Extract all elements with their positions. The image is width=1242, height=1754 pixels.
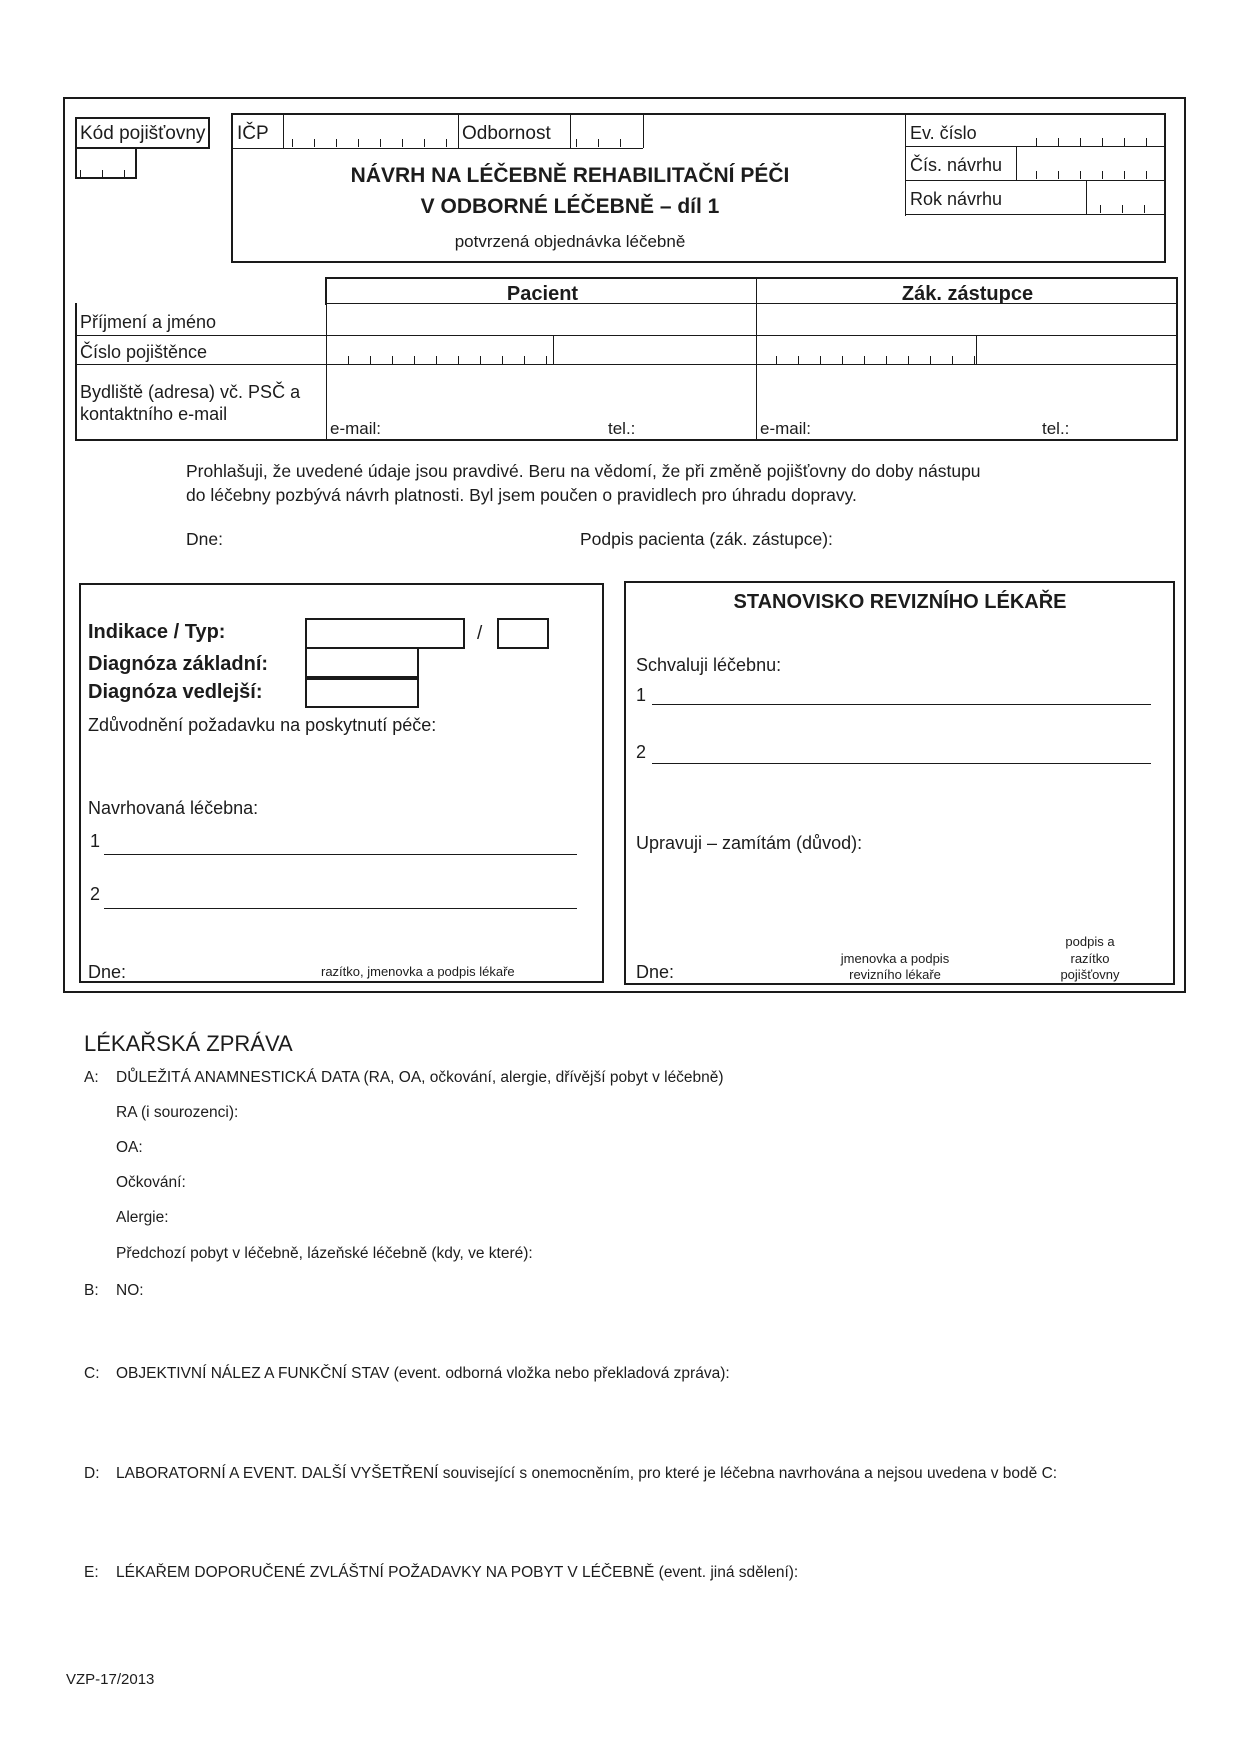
patient-table-label-divider: [326, 303, 327, 441]
patient-row-line-1: [326, 303, 1178, 304]
reviewer-sign-line1: jmenovka a podpis: [840, 951, 950, 966]
row-label-address-1: Bydliště (adresa) vč. PSČ a: [80, 382, 301, 402]
zastupce-name-field[interactable]: [758, 305, 1176, 333]
declaration-date-label[interactable]: Dne:: [186, 529, 223, 549]
rok-navrhu-underline: [905, 214, 1164, 215]
schvaluji-label: Schvaluji léčebnu:: [636, 655, 782, 675]
navrhovana-item2-line[interactable]: [104, 908, 577, 909]
schvaluji-item2-number: 2: [636, 742, 647, 762]
cis-navrhu-underline: [905, 180, 1164, 181]
ra-label[interactable]: RA (i sourozenci):: [116, 1104, 239, 1121]
ev-block-left-border: [905, 115, 906, 216]
section-d-letter: D:: [84, 1465, 100, 1482]
section-b-text[interactable]: NO:: [116, 1282, 144, 1299]
navrhovana-item1-line[interactable]: [104, 854, 577, 855]
report-heading: LÉKAŘSKÁ ZPRÁVA: [84, 1031, 293, 1056]
typ-field[interactable]: [497, 618, 549, 649]
diag-vedlejsi-label: Diagnóza vedlejší:: [88, 681, 263, 703]
form-subtitle: potvrzená objednávka léčebně: [454, 232, 686, 251]
indikace-label: Indikace / Typ:: [88, 621, 226, 643]
schvaluji-item1-line[interactable]: [652, 704, 1151, 705]
declaration-line1: Prohlašuji, že uvedené údaje jsou pravdivé. Beru na vědomí, že při změně pojišťovny do doby nástupu: [186, 461, 981, 481]
col-header-pacient: Pacient: [506, 283, 579, 305]
schvaluji-item1-number: 1: [636, 685, 647, 705]
insurer-stamp-line2: razítko: [1070, 951, 1110, 966]
patient-table-name-col-border: [325, 277, 327, 305]
patient-signature-label[interactable]: Podpis pacienta (zák. zástupce):: [580, 529, 833, 549]
insurer-stamp-line3: pojišťovny: [1060, 967, 1120, 982]
icp-ticks[interactable]: [292, 139, 454, 147]
pacient-insurance-ticks[interactable]: [348, 356, 548, 364]
oa-label[interactable]: OA:: [116, 1139, 143, 1156]
form-title-line1: NÁVRH NA LÉČEBNĚ REHABILITAČNÍ PÉČI: [350, 164, 790, 187]
physician-date-label[interactable]: Dne:: [88, 962, 127, 982]
section-e-text[interactable]: LÉKAŘEM DOPORUČENÉ ZVLÁŠTNÍ POŽADAVKY NA POBYT V LÉČEBNĚ (event. jiná sdělení):: [116, 1564, 799, 1581]
insurer-stamp-line1: podpis a: [1065, 934, 1115, 949]
indikace-slash: /: [477, 623, 483, 644]
section-b-letter: B:: [84, 1282, 99, 1299]
ev-cislo-underline: [905, 146, 1164, 147]
cis-navrhu-ticks[interactable]: [1036, 171, 1162, 179]
patient-row-line-2: [75, 335, 1178, 336]
odbornost-ticks[interactable]: [576, 139, 638, 147]
physician-stamp-label: razítko, jmenovka a podpis lékaře: [321, 964, 515, 979]
kod-pojistovny-ticks: [80, 170, 130, 178]
cis-navrhu-label: Čís. návrhu: [910, 155, 1003, 175]
ockovani-label[interactable]: Očkování:: [116, 1174, 186, 1191]
odbornost-label: Odbornost: [462, 123, 551, 144]
schvaluji-item2-line[interactable]: [652, 763, 1151, 764]
section-e-letter: E:: [84, 1564, 99, 1581]
diag-zakladni-label: Diagnóza základní:: [88, 653, 269, 675]
reviewer-date-label[interactable]: Dne:: [636, 962, 675, 982]
section-d-text[interactable]: LABORATORNÍ A EVENT. DALŠÍ VYŠETŘENÍ související s onemocněním, pro které je léčebna navrhována a nejsou uvedena v bodě C:: [116, 1465, 1058, 1482]
row-label-insurance: Číslo pojištěnce: [80, 342, 208, 362]
form-title-line2: V ODBORNÉ LÉČEBNĚ – díl 1: [420, 195, 720, 218]
predchozi-pobyt-label[interactable]: Předchozí pobyt v léčebně, lázeňské léčebně (kdy, ve které):: [116, 1245, 533, 1262]
patient-row-line-3: [75, 364, 1178, 365]
navrhovana-label: Navrhovaná léčebna:: [88, 798, 259, 818]
zastupce-insurance-ticks[interactable]: [776, 356, 976, 364]
reviewer-box: [624, 581, 1175, 985]
pacient-insurance-end: [553, 336, 554, 364]
reviewer-title: STANOVISKO REVIZNÍHO LÉKAŘE: [733, 591, 1067, 613]
navrhovana-item1-number: 1: [90, 831, 101, 851]
alergie-label[interactable]: Alergie:: [116, 1209, 169, 1226]
diag-vedlejsi-field[interactable]: [305, 678, 419, 708]
section-c-text[interactable]: OBJEKTIVNÍ NÁLEZ A FUNKČNÍ STAV (event. odborná vložka nebo překladová zpráva):: [116, 1365, 730, 1382]
odbornost-divider-mid: [570, 115, 571, 148]
row-label-address-2: kontaktního e-mail: [80, 404, 228, 424]
icp-divider: [283, 115, 284, 148]
odbornost-divider-right: [643, 115, 644, 148]
ev-cislo-ticks[interactable]: [1036, 138, 1162, 146]
reviewer-sign-line2: revizního lékaře: [849, 967, 941, 982]
zastupce-email-label[interactable]: e-mail:: [760, 419, 812, 438]
indikace-field[interactable]: [305, 618, 465, 649]
section-a-text: DŮLEŽITÁ ANAMNESTICKÁ DATA (RA, OA, očkování, alergie, dřívější pobyt v léčebně): [116, 1069, 724, 1086]
rok-navrhu-divider: [1086, 181, 1087, 215]
zduvodneni-label[interactable]: Zdůvodnění požadavku na poskytnutí péče:: [88, 715, 437, 735]
pacient-tel-label[interactable]: tel.:: [608, 419, 636, 438]
diag-zakladni-field[interactable]: [305, 649, 419, 678]
pacient-email-label[interactable]: e-mail:: [330, 419, 382, 438]
patient-table-col-divider: [756, 277, 757, 441]
zastupce-insurance-end: [976, 336, 977, 364]
section-a-letter: A:: [84, 1069, 99, 1086]
ev-cislo-label: Ev. číslo: [910, 123, 977, 143]
patient-table-top-border: [325, 277, 1178, 279]
icp-underline: [233, 148, 643, 149]
zastupce-tel-label[interactable]: tel.:: [1042, 419, 1070, 438]
row-label-name: Příjmení a jméno: [80, 312, 217, 332]
section-c-letter: C:: [84, 1365, 100, 1382]
rok-navrhu-ticks[interactable]: [1100, 205, 1162, 213]
pacient-name-field[interactable]: [328, 305, 754, 333]
navrhovana-item2-number: 2: [90, 884, 101, 904]
rok-navrhu-label: Rok návrhu: [910, 189, 1003, 209]
declaration-line2: do léčebny pozbývá návrh platnosti. Byl jsem poučen o pravidlech pro úhradu dopravy.: [186, 485, 857, 505]
odbornost-divider-left: [458, 115, 459, 148]
kod-pojistovny-label: Kód pojišťovny: [80, 123, 206, 144]
patient-table-corner-cutout: [73, 275, 325, 303]
icp-label: IČP: [237, 123, 269, 144]
upravuji-label[interactable]: Upravuji – zamítám (důvod):: [636, 833, 863, 853]
cis-navrhu-divider: [1016, 147, 1017, 180]
col-header-zastupce: Zák. zástupce: [901, 283, 1034, 305]
form-code: VZP-17/2013: [66, 1671, 155, 1688]
